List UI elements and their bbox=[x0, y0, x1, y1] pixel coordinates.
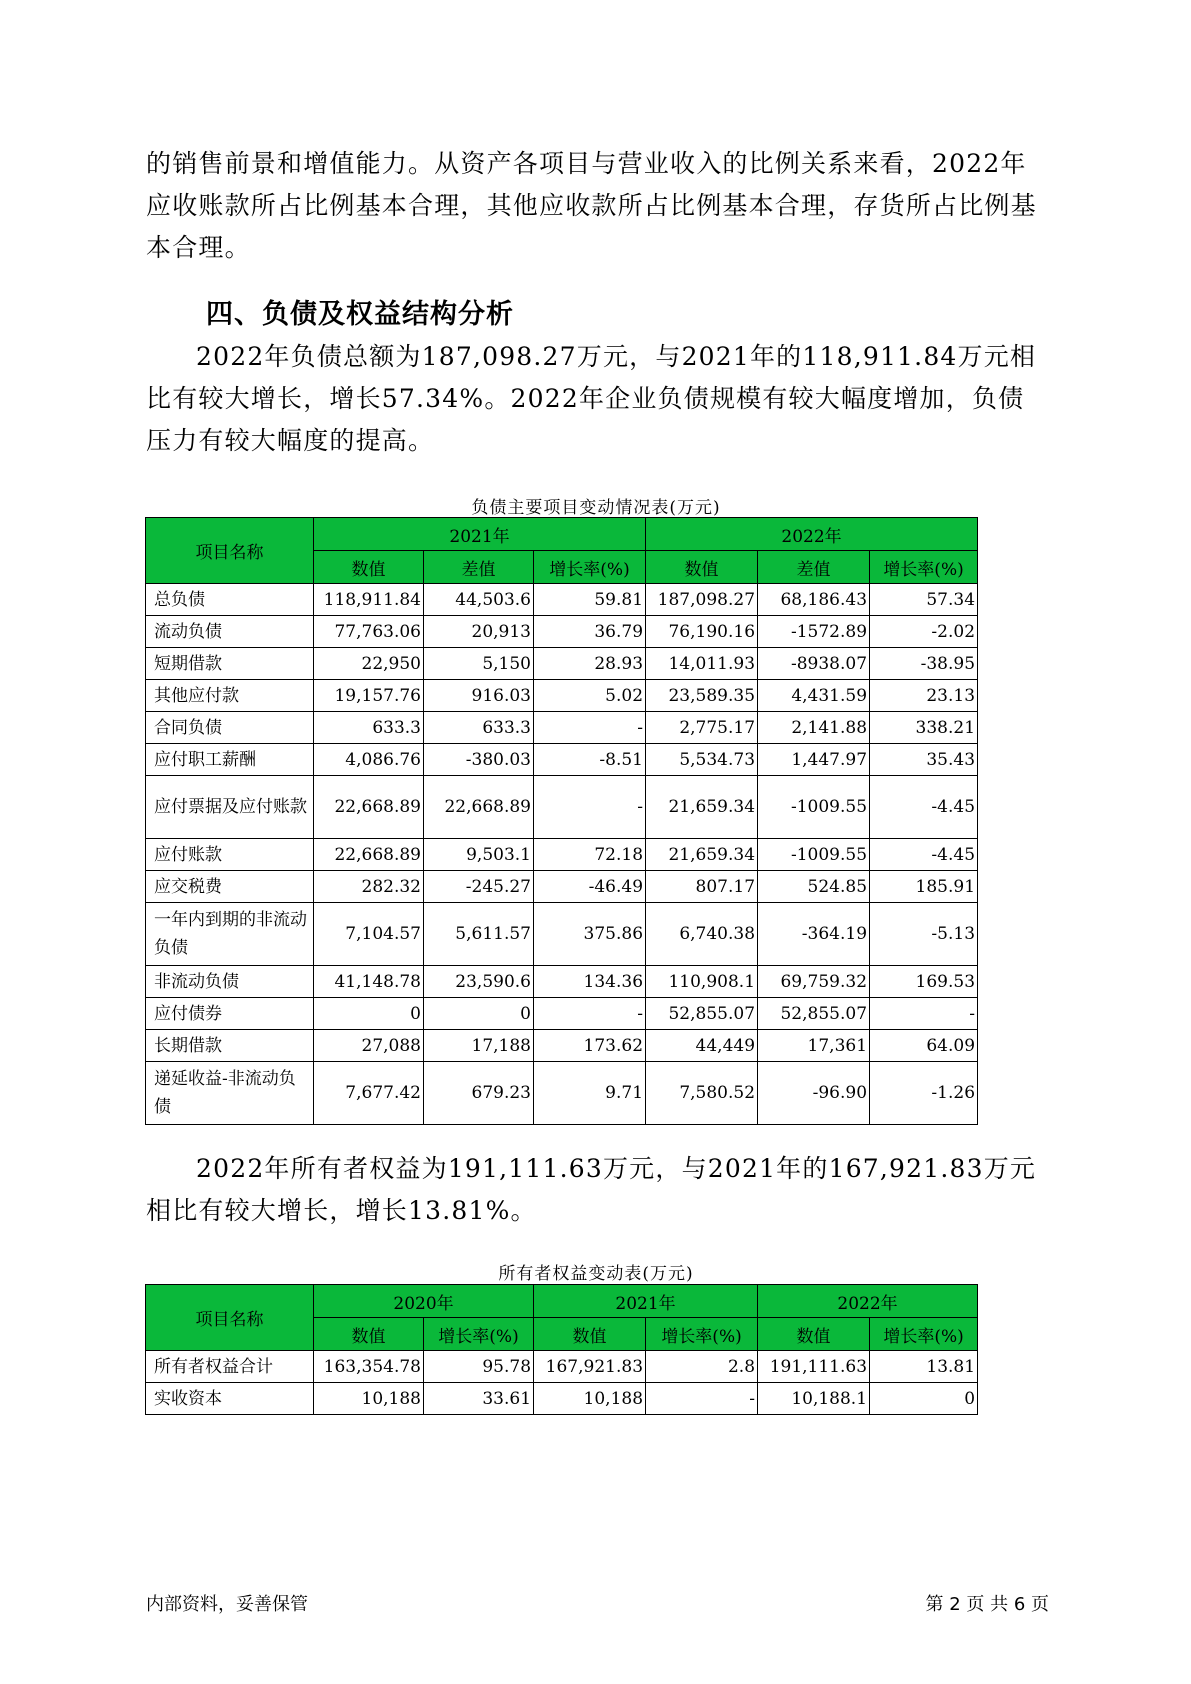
equity-table bbox=[145, 1284, 978, 1415]
row-label: 合同负债 bbox=[146, 712, 314, 744]
table-cell: 22,668.89 bbox=[314, 776, 424, 839]
value-header: 数值 bbox=[314, 551, 424, 584]
value-header: 数值 bbox=[758, 1318, 870, 1351]
row-label: 其他应付款 bbox=[146, 680, 314, 712]
table-cell: 22,950 bbox=[314, 648, 424, 680]
table-cell: 23,589.35 bbox=[646, 680, 758, 712]
row-label: 应付票据及应付账款 bbox=[146, 776, 314, 839]
table-cell: 134.36 bbox=[534, 966, 646, 998]
table-cell: 69,759.32 bbox=[758, 966, 870, 998]
table-cell: 5.02 bbox=[534, 680, 646, 712]
table-cell: 7,677.42 bbox=[314, 1062, 424, 1125]
table-cell: 44,503.6 bbox=[424, 584, 534, 616]
table-cell: 5,611.57 bbox=[424, 903, 534, 966]
table-cell: - bbox=[534, 712, 646, 744]
table-cell: 36.79 bbox=[534, 616, 646, 648]
table-row bbox=[146, 998, 978, 1030]
table-row bbox=[146, 903, 978, 966]
difference-header: 差值 bbox=[424, 551, 534, 584]
table-cell: -1009.55 bbox=[758, 839, 870, 871]
table-cell: 22,668.89 bbox=[424, 776, 534, 839]
table-cell: 77,763.06 bbox=[314, 616, 424, 648]
table-cell: 169.53 bbox=[870, 966, 978, 998]
table-row bbox=[146, 616, 978, 648]
row-label: 应付债券 bbox=[146, 998, 314, 1030]
table-cell: -380.03 bbox=[424, 744, 534, 776]
row-label: 流动负债 bbox=[146, 616, 314, 648]
table-cell: 118,911.84 bbox=[314, 584, 424, 616]
growth-rate-header: 增长率(%) bbox=[870, 1318, 978, 1351]
table-cell: 22,668.89 bbox=[314, 839, 424, 871]
table-cell: 2.8 bbox=[646, 1351, 758, 1383]
growth-rate-header: 增长率(%) bbox=[534, 551, 646, 584]
table-cell: 23.13 bbox=[870, 680, 978, 712]
table-cell: 52,855.07 bbox=[758, 998, 870, 1030]
table-cell: 185.91 bbox=[870, 871, 978, 903]
table-cell: 10,188.1 bbox=[758, 1383, 870, 1415]
table-cell: 6,740.38 bbox=[646, 903, 758, 966]
table-cell: -4.45 bbox=[870, 839, 978, 871]
table-cell: 191,111.63 bbox=[758, 1351, 870, 1383]
table-cell: -5.13 bbox=[870, 903, 978, 966]
table-cell: - bbox=[534, 776, 646, 839]
table-cell: 44,449 bbox=[646, 1030, 758, 1062]
table-cell: -364.19 bbox=[758, 903, 870, 966]
table-cell: 0 bbox=[314, 998, 424, 1030]
table-cell: 5,150 bbox=[424, 648, 534, 680]
value-header: 数值 bbox=[534, 1318, 646, 1351]
table-row bbox=[146, 871, 978, 903]
row-label: 实收资本 bbox=[146, 1383, 314, 1415]
row-label: 短期借款 bbox=[146, 648, 314, 680]
table-cell: 1,447.97 bbox=[758, 744, 870, 776]
table-cell: 59.81 bbox=[534, 584, 646, 616]
table-cell: 633.3 bbox=[424, 712, 534, 744]
growth-rate-header: 增长率(%) bbox=[870, 551, 978, 584]
table-cell: 173.62 bbox=[534, 1030, 646, 1062]
table-cell: 9.71 bbox=[534, 1062, 646, 1125]
table-cell: -96.90 bbox=[758, 1062, 870, 1125]
table-row bbox=[146, 680, 978, 712]
table-cell: 21,659.34 bbox=[646, 776, 758, 839]
table-cell: 679.23 bbox=[424, 1062, 534, 1125]
table-cell: 916.03 bbox=[424, 680, 534, 712]
table-cell: 524.85 bbox=[758, 871, 870, 903]
table-cell: 4,431.59 bbox=[758, 680, 870, 712]
table-cell: - bbox=[870, 998, 978, 1030]
table-cell: - bbox=[646, 1383, 758, 1415]
table-cell: 163,354.78 bbox=[314, 1351, 424, 1383]
row-label: 所有者权益合计 bbox=[146, 1351, 314, 1383]
table-cell: 20,913 bbox=[424, 616, 534, 648]
table-cell: -4.45 bbox=[870, 776, 978, 839]
table-row bbox=[146, 648, 978, 680]
table-cell: 4,086.76 bbox=[314, 744, 424, 776]
footer-confidential-note: 内部资料，妥善保管 bbox=[146, 1594, 308, 1615]
year-header: 2022年 bbox=[758, 1285, 978, 1318]
row-label: 应交税费 bbox=[146, 871, 314, 903]
table-cell: - bbox=[534, 998, 646, 1030]
table-row bbox=[146, 966, 978, 998]
year-header: 2022年 bbox=[646, 518, 978, 551]
table-cell: 2,775.17 bbox=[646, 712, 758, 744]
table-cell: 13.81 bbox=[870, 1351, 978, 1383]
section-heading: 四、负债及权益结构分析 bbox=[206, 299, 514, 330]
table-cell: 14,011.93 bbox=[646, 648, 758, 680]
growth-rate-header: 增长率(%) bbox=[646, 1318, 758, 1351]
row-label: 总负债 bbox=[146, 584, 314, 616]
equity-table-caption: 所有者权益变动表(万元) bbox=[498, 1264, 694, 1284]
table-row bbox=[146, 1030, 978, 1062]
growth-rate-header: 增长率(%) bbox=[424, 1318, 534, 1351]
value-header: 数值 bbox=[646, 551, 758, 584]
row-label: 非流动负债 bbox=[146, 966, 314, 998]
row-label: 应付账款 bbox=[146, 839, 314, 871]
difference-header: 差值 bbox=[758, 551, 870, 584]
table-cell: -8.51 bbox=[534, 744, 646, 776]
row-label: 一年内到期的非流动负债 bbox=[146, 903, 314, 966]
table-cell: 68,186.43 bbox=[758, 584, 870, 616]
table-cell: 9,503.1 bbox=[424, 839, 534, 871]
table-cell: 187,098.27 bbox=[646, 584, 758, 616]
table-row bbox=[146, 776, 978, 839]
table-row bbox=[146, 744, 978, 776]
liability-table-caption: 负债主要项目变动情况表(万元) bbox=[471, 498, 721, 518]
table-cell: 7,580.52 bbox=[646, 1062, 758, 1125]
table-row bbox=[146, 1351, 978, 1383]
table-cell: 0 bbox=[870, 1383, 978, 1415]
table-cell: 95.78 bbox=[424, 1351, 534, 1383]
row-label: 递延收益-非流动负债 bbox=[146, 1062, 314, 1125]
table-cell: 35.43 bbox=[870, 744, 978, 776]
table-row bbox=[146, 839, 978, 871]
value-header: 数值 bbox=[314, 1318, 424, 1351]
table-cell: 338.21 bbox=[870, 712, 978, 744]
table-cell: 167,921.83 bbox=[534, 1351, 646, 1383]
year-header: 2020年 bbox=[314, 1285, 534, 1318]
table-cell: 57.34 bbox=[870, 584, 978, 616]
table-cell: 28.93 bbox=[534, 648, 646, 680]
table-cell: 17,361 bbox=[758, 1030, 870, 1062]
table-cell: 19,157.76 bbox=[314, 680, 424, 712]
paragraph-equity-summary: 2022年所有者权益为191,111.63万元，与2021年的167,921.83万元相比有较大增长，增长13.81%。 bbox=[146, 1154, 1037, 1225]
item-name-header: 项目名称 bbox=[146, 518, 314, 584]
table-cell: 27,088 bbox=[314, 1030, 424, 1062]
paragraph-asset-ratio: 的销售前景和增值能力。从资产各项目与营业收入的比例关系来看，2022年应收账款所占比例基本合理，其他应收款所占比例基本合理，存货所占比例基本合理。 bbox=[146, 149, 1037, 262]
table-cell: 64.09 bbox=[870, 1030, 978, 1062]
table-row bbox=[146, 584, 978, 616]
table-cell: -245.27 bbox=[424, 871, 534, 903]
table-row bbox=[146, 1383, 978, 1415]
table-cell: 5,534.73 bbox=[646, 744, 758, 776]
table-cell: 52,855.07 bbox=[646, 998, 758, 1030]
year-header: 2021年 bbox=[534, 1285, 758, 1318]
table-cell: 282.32 bbox=[314, 871, 424, 903]
table-cell: -1009.55 bbox=[758, 776, 870, 839]
table-cell: 633.3 bbox=[314, 712, 424, 744]
table-cell: 110,908.1 bbox=[646, 966, 758, 998]
table-cell: 375.86 bbox=[534, 903, 646, 966]
table-cell: 10,188 bbox=[314, 1383, 424, 1415]
table-cell: -46.49 bbox=[534, 871, 646, 903]
table-cell: 17,188 bbox=[424, 1030, 534, 1062]
table-cell: 2,141.88 bbox=[758, 712, 870, 744]
year-header: 2021年 bbox=[314, 518, 646, 551]
table-cell: -1.26 bbox=[870, 1062, 978, 1125]
table-cell: -2.02 bbox=[870, 616, 978, 648]
table-row bbox=[146, 712, 978, 744]
table-cell: 76,190.16 bbox=[646, 616, 758, 648]
liability-table bbox=[145, 517, 978, 1125]
table-cell: -8938.07 bbox=[758, 648, 870, 680]
table-cell: 0 bbox=[424, 998, 534, 1030]
footer-page-number: 第 2 页 共 6 页 bbox=[925, 1594, 1049, 1615]
table-cell: 807.17 bbox=[646, 871, 758, 903]
row-label: 应付职工薪酬 bbox=[146, 744, 314, 776]
table-cell: 21,659.34 bbox=[646, 839, 758, 871]
table-cell: 10,188 bbox=[534, 1383, 646, 1415]
table-cell: 33.61 bbox=[424, 1383, 534, 1415]
table-cell: 7,104.57 bbox=[314, 903, 424, 966]
table-cell: 23,590.6 bbox=[424, 966, 534, 998]
item-name-header: 项目名称 bbox=[146, 1285, 314, 1351]
paragraph-liability-summary: 2022年负债总额为187,098.27万元，与2021年的118,911.84万元相比有较大增长，增长57.34%。2022年企业负债规模有较大幅度增加，负债压力有较大幅度的提高。 bbox=[146, 342, 1037, 455]
table-cell: 41,148.78 bbox=[314, 966, 424, 998]
row-label: 长期借款 bbox=[146, 1030, 314, 1062]
table-row bbox=[146, 1062, 978, 1125]
table-cell: -38.95 bbox=[870, 648, 978, 680]
table-cell: 72.18 bbox=[534, 839, 646, 871]
table-cell: -1572.89 bbox=[758, 616, 870, 648]
